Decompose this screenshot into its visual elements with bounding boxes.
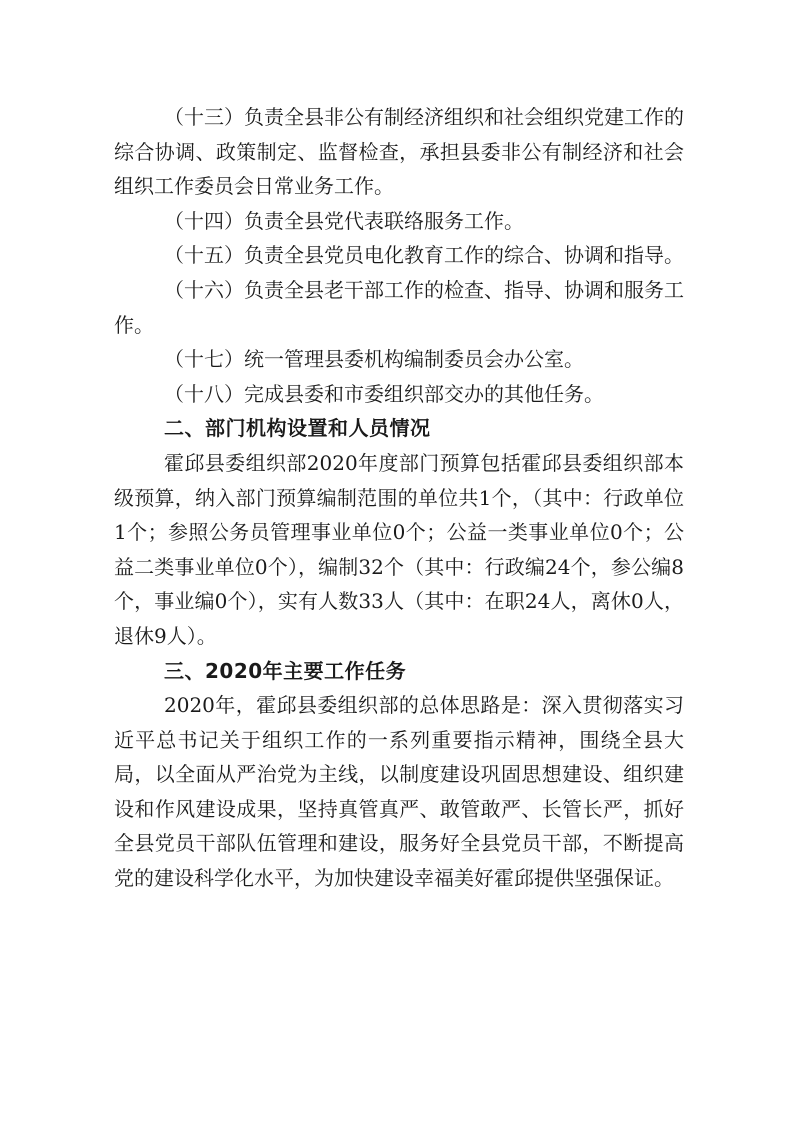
duty-item-16: （十六）负责全县老干部工作的检查、指导、协调和服务工作。 xyxy=(114,277,684,337)
duty-item-14: （十四）负责全县党代表联络服务工作。 xyxy=(164,208,524,233)
section-heading-tasks: 三、2020年主要工作任务 xyxy=(164,658,407,683)
duty-item-17: （十七）统一管理县委机构编制委员会办公室。 xyxy=(164,347,584,372)
document-body xyxy=(114,100,684,896)
duty-item-18: （十八）完成县委和市委组织部交办的其他任务。 xyxy=(164,381,604,406)
section-heading-organization: 二、部门机构设置和人员情况 xyxy=(164,416,431,441)
tasks-paragraph: 2020年，霍邱县委组织部的总体思路是：深入贯彻落实习近平总书记关于组织工作的一系列重要指示精神，围绕全县大局，以全面从严治党为主线，以制度建设巩固思想建设、组织建设和作风建设成果，坚持真管真严、敢管敢严、长管长严，抓好全县党员干部队伍管理和建设，服务好全县党员干部，不断提高党的建设科学化水平，为加快建设幸福美好霍邱提供坚强保证。 xyxy=(114,693,684,891)
duty-item-15: （十五）负责全县党员电化教育工作的综合、协调和指导。 xyxy=(164,243,684,268)
staffing-paragraph: 霍邱县委组织部2020年度部门预算包括霍邱县委组织部本级预算，纳入部门预算编制范围的单位共1个，（其中：行政单位1个；参照公务员管理事业单位0个；公益一类事业单位0个；公益二类事业单位0个），编制32个（其中：行政编24个，参公编8个，事业编0个），实有人数33人（其中：在职24人，离休0人，退休9人）。 xyxy=(114,450,684,648)
duty-item-13: （十三）负责全县非公有制经济组织和社会组织党建工作的综合协调、政策制定、监督检查，承担县委非公有制经济和社会组织工作委员会日常业务工作。 xyxy=(114,105,684,199)
